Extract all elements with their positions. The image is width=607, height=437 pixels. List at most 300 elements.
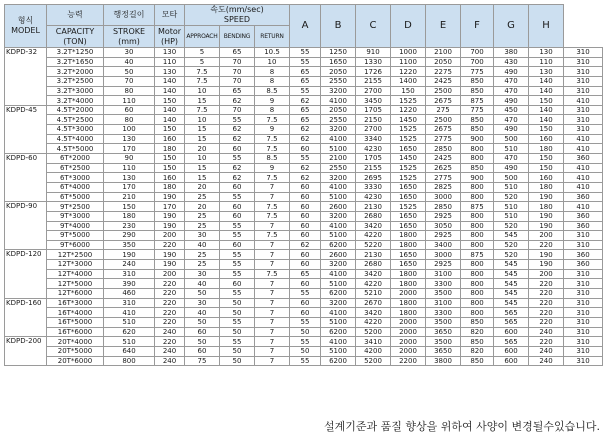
table-cell: 55: [220, 115, 255, 125]
table-cell: 3000: [426, 192, 461, 202]
table-cell: 2700: [356, 86, 391, 96]
table-cell: 20T*6000: [47, 356, 104, 366]
table-cell: 50: [185, 337, 220, 347]
table-cell: 110: [529, 57, 564, 67]
table-cell: 410: [564, 134, 603, 144]
table-cell: 545: [494, 231, 529, 241]
table-cell: 360: [564, 260, 603, 270]
spec-table: [4, 4, 603, 366]
table-row: [5, 317, 603, 327]
table-row: [5, 154, 603, 164]
table-cell: 6T*5000: [47, 192, 104, 202]
table-cell: 510: [494, 211, 529, 221]
table-cell: 7: [255, 279, 290, 289]
table-cell: 3200: [321, 260, 356, 270]
table-cell: 6T*3000: [47, 173, 104, 183]
speed-header-ko: 속도(mm/sec): [210, 5, 264, 14]
table-header: [5, 5, 603, 48]
table-cell: 1800: [391, 231, 426, 241]
table-cell: 70: [220, 67, 255, 77]
table-cell: 410: [564, 182, 603, 192]
table-cell: 170: [104, 144, 155, 154]
table-row: [5, 182, 603, 192]
table-row: [5, 250, 603, 260]
table-cell: 520: [494, 250, 529, 260]
table-row: [5, 163, 603, 173]
table-cell: 220: [529, 240, 564, 250]
table-cell: 4220: [356, 279, 391, 289]
table-cell: 3100: [426, 269, 461, 279]
table-cell: 140: [155, 115, 185, 125]
table-cell: 20: [185, 202, 220, 212]
table-cell: 2500: [426, 115, 461, 125]
table-cell: 90: [104, 154, 155, 164]
bending-header: BENDING: [220, 26, 255, 48]
table-cell: 50: [220, 327, 255, 337]
table-cell: 3500: [426, 317, 461, 327]
table-cell: 310: [564, 240, 603, 250]
table-row: [5, 327, 603, 337]
table-cell: 25: [185, 260, 220, 270]
table-cell: 7.5: [255, 134, 290, 144]
table-cell: 3410: [356, 337, 391, 347]
table-cell: 25: [185, 250, 220, 260]
table-cell: 565: [494, 317, 529, 327]
table-cell: 275: [426, 105, 461, 115]
table-cell: 2100: [426, 48, 461, 58]
table-cell: 9T*3000: [47, 211, 104, 221]
table-cell: 55: [220, 154, 255, 164]
table-cell: 6200: [321, 289, 356, 299]
table-row: [5, 298, 603, 308]
table-cell: 350: [104, 240, 155, 250]
table-cell: 55: [220, 192, 255, 202]
table-cell: 55: [220, 269, 255, 279]
table-row: [5, 269, 603, 279]
table-cell: 2275: [426, 67, 461, 77]
table-cell: 3050: [426, 221, 461, 231]
table-cell: 60: [220, 279, 255, 289]
table-cell: 1800: [391, 269, 426, 279]
stroke-header-ko: 행정길이: [104, 5, 155, 26]
table-cell: 60: [290, 144, 321, 154]
table-cell: 60: [185, 346, 220, 356]
table-cell: 150: [155, 154, 185, 164]
table-cell: 4220: [356, 231, 391, 241]
table-cell: 10: [185, 154, 220, 164]
table-cell: 470: [494, 115, 529, 125]
table-cell: 190: [155, 250, 185, 260]
col-header-h: H: [529, 5, 564, 48]
col-header-d: D: [391, 5, 426, 48]
table-cell: 310: [564, 337, 603, 347]
table-cell: 55: [290, 86, 321, 96]
table-cell: 9: [255, 125, 290, 135]
table-row: [5, 289, 603, 299]
table-cell: 3100: [426, 298, 461, 308]
table-cell: 200: [155, 231, 185, 241]
table-cell: 4230: [356, 192, 391, 202]
table-cell: 3420: [356, 308, 391, 318]
table-cell: 3800: [426, 356, 461, 366]
table-cell: 7: [255, 356, 290, 366]
table-cell: 240: [529, 356, 564, 366]
table-cell: 10.5: [255, 48, 290, 58]
table-cell: 545: [494, 298, 529, 308]
table-cell: 9T*6000: [47, 240, 104, 250]
table-cell: 25: [185, 192, 220, 202]
table-cell: 3200: [321, 173, 356, 183]
table-cell: 65: [290, 115, 321, 125]
table-cell: 60: [290, 260, 321, 270]
table-cell: 7.5: [255, 115, 290, 125]
table-cell: 55: [220, 250, 255, 260]
table-cell: 360: [564, 221, 603, 231]
table-row: [5, 192, 603, 202]
table-cell: 25: [185, 221, 220, 231]
table-cell: 5100: [321, 192, 356, 202]
table-cell: 190: [155, 211, 185, 221]
table-row: [5, 86, 603, 96]
table-cell: 1650: [391, 144, 426, 154]
table-cell: 850: [461, 317, 494, 327]
table-cell: 130: [104, 173, 155, 183]
table-cell: 10: [185, 115, 220, 125]
table-cell: 850: [461, 356, 494, 366]
table-cell: 1330: [356, 57, 391, 67]
table-cell: 60: [290, 298, 321, 308]
table-cell: 4.5T*2000: [47, 105, 104, 115]
table-cell: 15: [185, 134, 220, 144]
speed-header: [185, 5, 290, 26]
table-cell: 1705: [356, 154, 391, 164]
table-cell: 65: [290, 269, 321, 279]
table-cell: 9: [255, 163, 290, 173]
table-cell: 7: [255, 346, 290, 356]
table-cell: 110: [104, 96, 155, 106]
col-header-b: B: [321, 5, 356, 48]
table-cell: 800: [461, 260, 494, 270]
table-cell: 50: [104, 67, 155, 77]
table-cell: 220: [529, 308, 564, 318]
table-cell: 100: [104, 125, 155, 135]
table-cell: 545: [494, 289, 529, 299]
table-cell: 160: [529, 134, 564, 144]
table-cell: 2550: [321, 115, 356, 125]
table-cell: 220: [155, 308, 185, 318]
table-cell: 4200: [356, 346, 391, 356]
table-cell: 360: [564, 250, 603, 260]
table-row: [5, 346, 603, 356]
table-cell: 565: [494, 337, 529, 347]
table-row: [5, 76, 603, 86]
table-cell: 30: [104, 48, 155, 58]
table-cell: 1220: [391, 105, 426, 115]
table-cell: 4100: [321, 308, 356, 318]
table-cell: 2925: [426, 260, 461, 270]
table-cell: 310: [564, 308, 603, 318]
table-cell: 6T*4000: [47, 182, 104, 192]
table-cell: 4.5T*3000: [47, 125, 104, 135]
table-cell: 55: [220, 221, 255, 231]
table-cell: 150: [155, 96, 185, 106]
table-cell: 220: [529, 317, 564, 327]
table-cell: 410: [564, 96, 603, 106]
table-cell: 55: [290, 356, 321, 366]
table-cell: 55: [220, 260, 255, 270]
table-cell: 150: [391, 86, 426, 96]
table-cell: 1800: [391, 308, 426, 318]
table-cell: 200: [529, 231, 564, 241]
table-cell: 220: [155, 289, 185, 299]
table-cell: 2000: [391, 289, 426, 299]
table-cell: 130: [104, 134, 155, 144]
table-cell: 510: [494, 182, 529, 192]
table-cell: 470: [494, 154, 529, 164]
table-cell: 110: [155, 57, 185, 67]
capacity-header-unit: (TON): [63, 36, 87, 46]
table-cell: 490: [494, 96, 529, 106]
table-cell: 7.5: [255, 211, 290, 221]
table-cell: 55: [290, 289, 321, 299]
table-cell: 62: [220, 173, 255, 183]
table-cell: 60: [220, 144, 255, 154]
table-cell: 3200: [321, 211, 356, 221]
table-cell: 60: [290, 231, 321, 241]
table-cell: 2775: [426, 134, 461, 144]
table-cell: 16T*6000: [47, 327, 104, 337]
table-cell: 490: [494, 125, 529, 135]
table-cell: 800: [461, 308, 494, 318]
table-cell: 3500: [426, 289, 461, 299]
table-cell: 40: [185, 240, 220, 250]
table-cell: 3.2T*2000: [47, 67, 104, 77]
table-cell: 16T*5000: [47, 317, 104, 327]
table-cell: 800: [461, 144, 494, 154]
table-cell: 55: [220, 231, 255, 241]
capacity-header-en: [47, 26, 104, 48]
table-cell: 3.2T*1250: [47, 48, 104, 58]
table-cell: 2425: [426, 76, 461, 86]
table-cell: 220: [155, 317, 185, 327]
table-cell: 5220: [356, 240, 391, 250]
table-cell: 800: [461, 221, 494, 231]
table-cell: 820: [461, 327, 494, 337]
table-cell: 190: [529, 250, 564, 260]
table-cell: 140: [529, 105, 564, 115]
model-name-cell: KDPD-160: [5, 298, 47, 337]
table-cell: 65: [290, 67, 321, 77]
table-cell: 5200: [356, 327, 391, 337]
table-cell: 170: [155, 202, 185, 212]
table-cell: 2675: [426, 96, 461, 106]
table-cell: 15: [185, 163, 220, 173]
table-cell: 1450: [391, 115, 426, 125]
table-cell: 875: [461, 96, 494, 106]
table-cell: 4100: [321, 337, 356, 347]
table-cell: 150: [155, 125, 185, 135]
model-header-en: MODEL: [11, 26, 40, 35]
table-cell: 490: [494, 163, 529, 173]
table-cell: 1726: [356, 67, 391, 77]
table-cell: 180: [529, 144, 564, 154]
table-cell: 1650: [391, 182, 426, 192]
col-header-c: C: [356, 5, 391, 48]
table-cell: 140: [529, 115, 564, 125]
table-cell: 620: [104, 327, 155, 337]
table-cell: 545: [494, 260, 529, 270]
table-cell: 20: [185, 182, 220, 192]
table-cell: 410: [564, 163, 603, 173]
table-cell: 3200: [321, 86, 356, 96]
table-cell: 2925: [426, 211, 461, 221]
table-cell: 50: [290, 327, 321, 337]
table-cell: 70: [220, 57, 255, 67]
table-cell: 800: [461, 269, 494, 279]
table-cell: 40: [185, 308, 220, 318]
table-cell: 700: [461, 57, 494, 67]
table-cell: 20T*5000: [47, 346, 104, 356]
table-cell: 190: [155, 192, 185, 202]
table-cell: 900: [461, 173, 494, 183]
table-cell: 130: [155, 67, 185, 77]
table-cell: 800: [461, 192, 494, 202]
table-cell: 150: [529, 154, 564, 164]
table-cell: 130: [155, 48, 185, 58]
table-cell: 700: [461, 48, 494, 58]
table-cell: 2850: [426, 202, 461, 212]
table-cell: 2600: [321, 250, 356, 260]
table-cell: 2675: [426, 125, 461, 135]
table-cell: 310: [564, 298, 603, 308]
table-cell: 190: [155, 260, 185, 270]
col-header-e: E: [426, 5, 461, 48]
table-cell: 220: [155, 298, 185, 308]
table-cell: 60: [290, 192, 321, 202]
table-cell: 200: [155, 269, 185, 279]
table-cell: 8.5: [255, 154, 290, 164]
table-cell: 3.2T*3000: [47, 86, 104, 96]
table-cell: 2000: [391, 346, 426, 356]
table-cell: 220: [529, 337, 564, 347]
table-cell: 2600: [321, 202, 356, 212]
table-cell: 130: [529, 48, 564, 58]
table-cell: 2050: [321, 67, 356, 77]
model-name-cell: KDPD-32: [5, 48, 47, 106]
table-cell: 310: [564, 289, 603, 299]
table-cell: 2130: [356, 250, 391, 260]
table-cell: 50: [220, 346, 255, 356]
table-cell: 50: [185, 289, 220, 299]
table-cell: 565: [494, 308, 529, 318]
table-cell: 1400: [391, 76, 426, 86]
table-cell: 220: [529, 298, 564, 308]
table-cell: 1525: [391, 173, 426, 183]
table-cell: 65: [290, 105, 321, 115]
table-cell: 20T*4000: [47, 337, 104, 347]
table-cell: 60: [290, 308, 321, 318]
table-cell: 62: [220, 134, 255, 144]
table-cell: 62: [220, 163, 255, 173]
table-cell: 6200: [321, 356, 356, 366]
table-cell: 150: [529, 96, 564, 106]
table-cell: 7: [255, 289, 290, 299]
table-cell: 200: [529, 269, 564, 279]
table-cell: 50: [290, 346, 321, 356]
table-cell: 140: [529, 76, 564, 86]
table-cell: 3200: [321, 125, 356, 135]
table-cell: 1250: [321, 48, 356, 58]
table-cell: 8: [255, 105, 290, 115]
table-cell: 360: [564, 211, 603, 221]
table-cell: 6200: [321, 327, 356, 337]
table-row: [5, 279, 603, 289]
table-cell: 500: [494, 134, 529, 144]
table-row: [5, 134, 603, 144]
table-cell: 500: [494, 173, 529, 183]
table-cell: 3420: [356, 269, 391, 279]
model-name-cell: KDPD-120: [5, 250, 47, 298]
table-cell: 7: [255, 327, 290, 337]
table-cell: 3450: [356, 96, 391, 106]
table-cell: 190: [529, 211, 564, 221]
table-cell: 1650: [391, 192, 426, 202]
table-cell: 7: [255, 250, 290, 260]
table-row: [5, 240, 603, 250]
table-cell: 60: [290, 202, 321, 212]
table-row: [5, 105, 603, 115]
table-cell: 15: [185, 96, 220, 106]
table-cell: 180: [155, 182, 185, 192]
table-cell: 55: [290, 57, 321, 67]
table-cell: 180: [529, 202, 564, 212]
table-cell: 170: [104, 182, 155, 192]
table-cell: 360: [564, 192, 603, 202]
table-cell: 5: [185, 48, 220, 58]
table-cell: 850: [461, 125, 494, 135]
table-cell: 310: [564, 125, 603, 135]
table-cell: 360: [564, 154, 603, 164]
table-cell: 5100: [321, 317, 356, 327]
table-cell: 1800: [391, 298, 426, 308]
table-cell: 150: [529, 163, 564, 173]
table-cell: 310: [564, 67, 603, 77]
table-cell: 310: [564, 105, 603, 115]
table-cell: 5100: [321, 144, 356, 154]
table-cell: 2500: [426, 86, 461, 96]
model-name-cell: KDPD-45: [5, 105, 47, 153]
table-cell: 450: [494, 105, 529, 115]
table-cell: 5210: [356, 289, 391, 299]
model-name-cell: KDPD-60: [5, 154, 47, 202]
motor-header-en: [155, 26, 185, 48]
table-cell: 4100: [321, 134, 356, 144]
table-cell: 3.2T*1650: [47, 57, 104, 67]
table-cell: 410: [104, 308, 155, 318]
table-cell: 2100: [321, 154, 356, 164]
table-cell: 55: [290, 317, 321, 327]
table-cell: 310: [564, 76, 603, 86]
motor-header-label: Motor: [157, 26, 182, 36]
table-cell: 1220: [391, 67, 426, 77]
table-cell: 510: [494, 144, 529, 154]
table-cell: 2775: [426, 173, 461, 183]
table-cell: 4.5T*2500: [47, 115, 104, 125]
table-cell: 775: [461, 67, 494, 77]
table-cell: 220: [155, 279, 185, 289]
table-cell: 7.5: [255, 269, 290, 279]
table-cell: 380: [494, 48, 529, 58]
